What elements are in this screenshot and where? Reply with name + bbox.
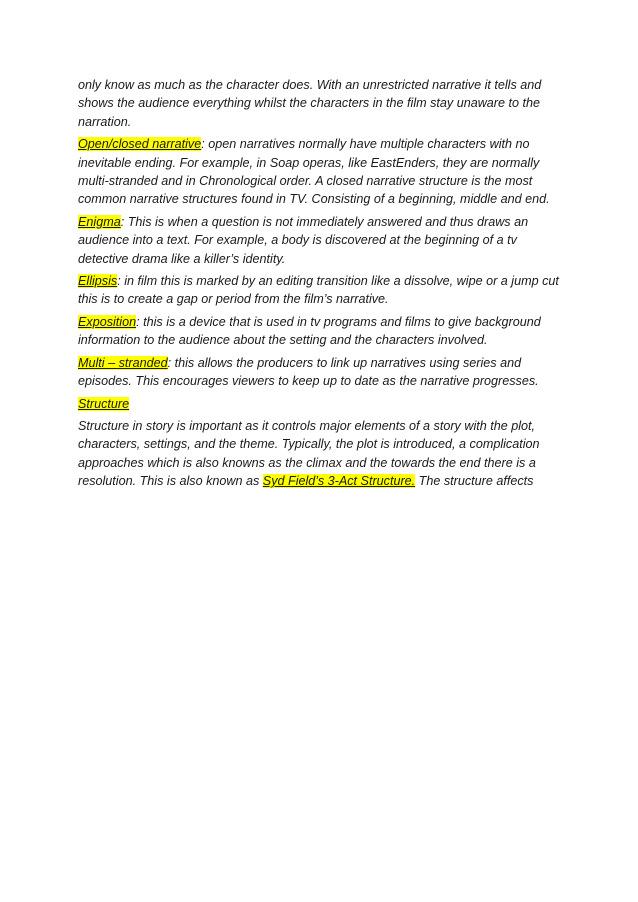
term-structure: Structure (78, 396, 130, 411)
term-syd-field-structure: Syd Field’s 3-Act Structure. (262, 474, 416, 489)
paragraph-text: only know as much as the character does. With an unrestricted narrative it tells and shows the audience everything whilst the characters in the film stay unaware to the narration. (78, 78, 542, 129)
paragraph-text: : this allows the producers to link up narratives using series and episodes. This encourages viewers to keep up to date as the narrative progresses. (78, 355, 539, 389)
paragraph-text: : this is a device that is used in tv programs and films to give background information to the audience about the setting and the characters involved. (78, 314, 541, 348)
paragraph-text-after: The structure affects (415, 474, 534, 489)
document-body (78, 76, 566, 495)
paragraph-enigma (78, 213, 566, 268)
paragraph-structure (78, 417, 566, 491)
paragraph-multi-stranded (78, 354, 566, 391)
term-open-closed-narrative: Open/closed narrative (78, 137, 202, 152)
term-exposition: Exposition (78, 314, 137, 329)
paragraph-text: : open narratives normally have multiple characters with no inevitable ending. For example, in Soap operas, like EastEnders, they are normally multi-stranded and in Chronological order. A closed narrative structure is the most common narrative structures found in TV. Consisting of a beginning, middle and end. (78, 137, 550, 207)
paragraph-text: : This is when a question is not immediately answered and thus draws an audience into a text. For example, a body is discovered at the beginning of a tv detective drama like a killer’s identity. (78, 214, 529, 266)
paragraph-text: : in film this is marked by an editing transition like a dissolve, wipe or a jump cut this is to create a gap or period from the film’s narrative. (78, 274, 559, 307)
paragraph-exposition (78, 313, 566, 350)
term-enigma: Enigma (78, 214, 121, 229)
paragraph-unrestricted-narrative (78, 76, 566, 131)
heading-structure (78, 395, 566, 413)
term-ellipsis: Ellipsis (78, 274, 118, 289)
paragraph-text: Structure in story is important as it controls major elements of a story with the plot, characters, settings, and the theme. Typically, the plot is introduced, a complication approaches which is also knowns as the climax and the towards the end there is a resolution. This is also known as (78, 418, 540, 489)
term-multi-stranded: Multi – stranded (78, 355, 168, 370)
paragraph-ellipsis (78, 272, 566, 309)
paragraph-open-closed-narrative (78, 135, 566, 209)
